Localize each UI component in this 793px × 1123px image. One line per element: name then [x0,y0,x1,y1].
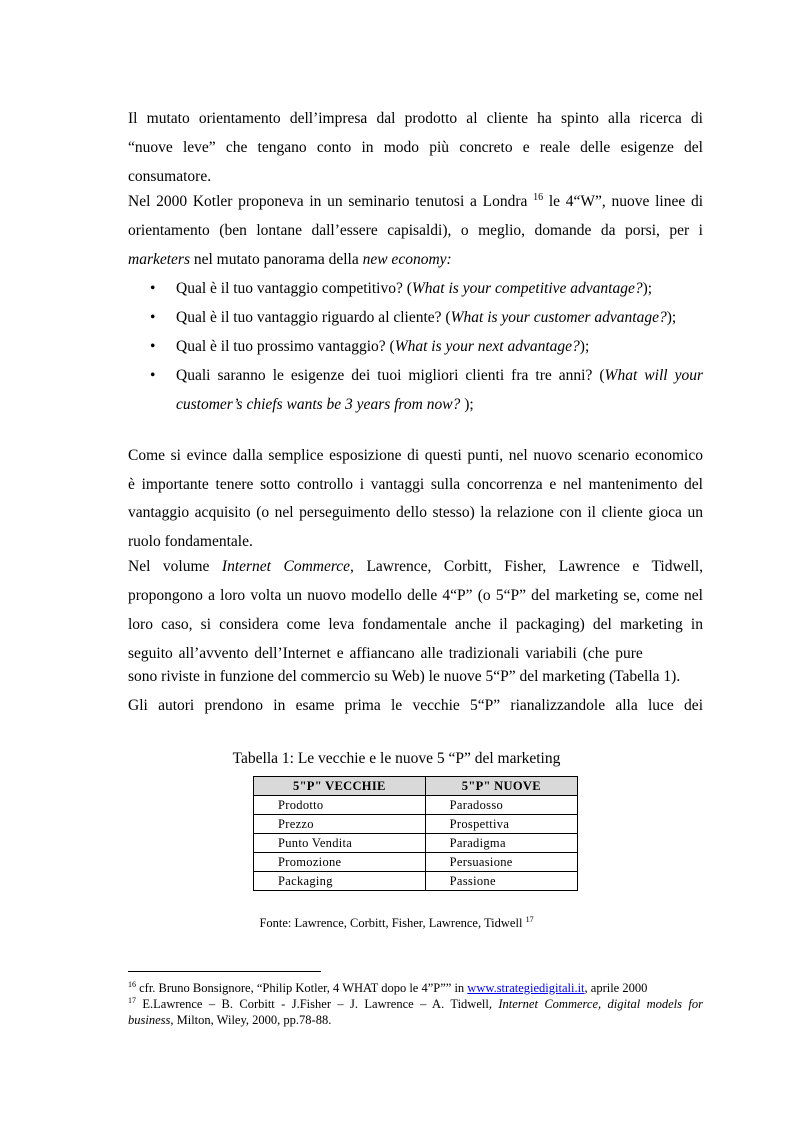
header-new-p: 5"P" NUOVE [425,777,577,796]
paragraph-2-line-3: marketers nel mutato panorama della new economy: [128,251,452,268]
document-page: Il mutato orientamento dell’impresa dal prodotto al cliente ha spinto alla ricerca di “nuove leve” che tengano conto in modo più concreto e reale delle esigenze del consumatore. Nel 2000 Kotler proponeva in un seminario tenutosi a Londra $^{16}$ le 4“W”, nuove linee di orientamento (ben lontane dall’essere capisaldi), o meglio, domande da porsi, per i marketers nel mutato panorama della new economy: • Qual è il tuo vantaggio competitivo? (What is your competitive advantage?); • Qual è il tuo vantaggio riguardo al cliente? (What is your customer advantage?); • Qual è il tuo prossimo vantaggio? (What is your next advantage?); • Quali saranno le esigenze dei tuoi migliori clienti fra tre anni? (What will your customer’s chiefs wants be 3 years from now? ); Come si evince dalla semplice esposizione di questi punti, nel nuovo scenario economico è importante tenere sotto controllo i vantaggi sulla concorrenza e nel mantenimento del vantaggio acquisito (o nel perseguimento dello stesso) la relazione con il cliente gioca un ruolo fondamentale. Nel volume Internet Commerce, Lawrence, Corbitt, Fisher, Lawrence e Tidwell, propongono a loro volta un nuovo modello delle 4“P” (o 5“P” del marketing se, come nel loro caso, si considera come leva fondamentale anche il packaging) del marketing in seguito all’avvento dell’Internet e affiancano alle tradizionali variabili (che pure sono riviste in funzione del commercio su Web) le nuove 5“P” del marketing (Tabella 1). Gli autori prendono in esame prima le vecchie 5“P” rianalizzandole alla luce dei Tabella 1: Le vecchie e le nuove 5 “P” del marketing 5"P" VECCHIE 5"P" NUOVE Prodotto Paradosso Prezzo Prospettiva Punto Vendita Paradigma Promozione Persuasione Packaging Passione Fonte: Lawrence, Corbitt, Fisher, Lawrence, Tidwell $^{17}$ $^{16}$ cfr. Bruno Bonsignore, “Philip Kotler, 4 WHAT dopo le 4”P”” in www.strategiedigitali.it, aprile 2000 $^{17}$ E.Lawrence – B. Corbitt - J.Fisher – J. Lawrence – A. Tidwell, Internet Commerce, digital models for business, Milton, Wiley, 2000, pp.78-88. [0,0,793,1123]
bullet-icon: • [150,309,156,326]
cell-new: Persuasione [425,853,577,872]
cell-new: Prospettiva [425,815,577,834]
paragraph-3-line-3: vantaggio acquisito (o nel perseguimento dello stesso) la relazione con il cliente gioca un [128,504,703,521]
footnote-ref-16: 16 [533,191,544,203]
table-row [254,815,578,834]
table-caption: Tabella 1: Le vecchie e le nuove 5 “P” del marketing [232,750,561,767]
paragraph-3-line-4: ruolo fondamentale. [128,533,253,550]
table-row [254,834,578,853]
paragraph-4-line-6: Gli autori prendono in esame prima le vecchie 5“P” rianalizzandole alla luce dei [128,697,703,714]
table-row [254,853,578,872]
paragraph-2-line-1: Nel 2000 Kotler proponeva in un seminario tenutosi a Londra $^{16}$ le 4“W”, nuove linee di [128,191,703,210]
cell-old: Promozione [254,853,426,872]
bullet-icon: • [150,280,156,297]
footnote-ref-17: 17 [525,914,534,924]
cell-old: Packaging [254,872,426,891]
cell-new: Paradigma [425,834,577,853]
paragraph-2-line-2: orientamento (ben lontane dall’essere capisaldi), o meglio, domande da porsi, per i [128,222,703,239]
table-header-row [254,777,578,796]
footnote-divider [128,971,321,972]
paragraph-4-line-2: propongono a loro volta un nuovo modello delle 4“P” (o 5“P” del marketing se, come nel [128,587,703,604]
footnote-link[interactable]: www.strategiedigitali.it [467,981,585,995]
marketing-p-table [253,776,578,891]
paragraph-3-line-1: Come si evince dalla semplice esposizione di questi punti, nel nuovo scenario economico [128,447,703,464]
footnote-17-line-2: business, Milton, Wiley, 2000, pp.78-88. [128,1013,332,1027]
cell-new: Paradosso [425,796,577,815]
paragraph-1-line-2: “nuove leve” che tengano conto in modo più concreto e reale delle esigenze del [128,139,703,156]
cell-old: Prezzo [254,815,426,834]
footnote-17-line-1: $^{17}$ E.Lawrence – B. Corbitt - J.Fisher – J. Lawrence – A. Tidwell, Internet Commerce, digital models for [128,995,703,1011]
paragraph-4-line-3: loro caso, si considera come leva fondamentale anche il packaging) del marketing in [128,616,703,633]
cell-new: Passione [425,872,577,891]
paragraph-1-line-3: consumatore. [128,168,212,185]
cell-old: Prodotto [254,796,426,815]
paragraph-4-line-4: seguito all’avvento dell’Internet e affiancano alle tradizionali variabili (che pure [128,645,643,662]
cell-old: Punto Vendita [254,834,426,853]
bullet-icon: • [150,338,156,355]
table-source: Fonte: Lawrence, Corbitt, Fisher, Lawrence, Tidwell $^{17}$ [259,914,534,930]
paragraph-4-line-5: sono riviste in funzione del commercio su Web) le nuove 5“P” del marketing (Tabella 1). [128,668,681,685]
table-row [254,872,578,891]
table-row [254,796,578,815]
paragraph-1-line-1: Il mutato orientamento dell’impresa dal prodotto al cliente ha spinto alla ricerca di [128,110,703,127]
header-old-p: 5"P" VECCHIE [254,777,426,796]
footnote-16: $^{16}$ cfr. Bruno Bonsignore, “Philip Kotler, 4 WHAT dopo le 4”P”” in www.strategiedigitali.it, aprile 2000 [128,979,648,995]
paragraph-4-line-1: Nel volume Internet Commerce, Lawrence, Corbitt, Fisher, Lawrence e Tidwell, [128,558,704,575]
paragraph-3-line-2: è importante tenere sotto controllo i vantaggi sulla concorrenza e nel mantenimento del [128,476,703,493]
bullet-icon: • [150,367,156,384]
